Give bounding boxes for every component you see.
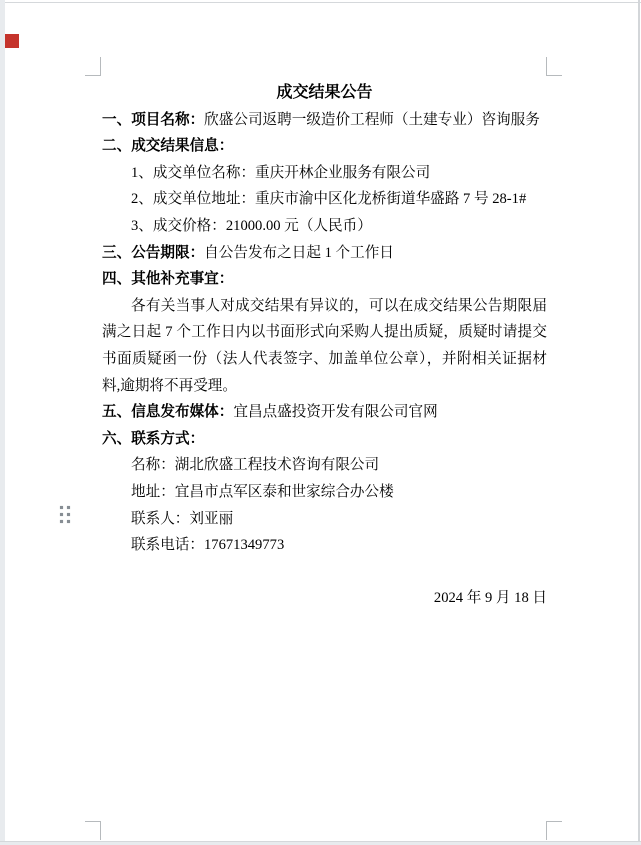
doc-line bbox=[102, 532, 547, 559]
doc-line-label: 六、联系方式： bbox=[102, 430, 205, 447]
doc-line bbox=[102, 506, 547, 533]
doc-lines bbox=[102, 107, 547, 559]
doc-line bbox=[102, 479, 547, 506]
doc-line bbox=[102, 107, 547, 134]
doc-line-label: 二、成交结果信息： bbox=[102, 138, 234, 155]
document-body bbox=[102, 80, 547, 612]
doc-line-text: 自公告发布之日起 1 个工作日 bbox=[204, 244, 394, 261]
doc-line bbox=[102, 452, 547, 479]
doc-line-text: 联系电话：17671349773 bbox=[131, 537, 285, 554]
doc-line-text: 1、成交单位名称：重庆开林企业服务有限公司 bbox=[131, 164, 431, 181]
crop-mark-top-left bbox=[85, 57, 101, 76]
doc-line-text: 名称：湖北欣盛工程技术咨询有限公司 bbox=[131, 457, 380, 474]
page-edge-right bbox=[638, 0, 640, 845]
doc-line-label: 五、信息发布媒体： bbox=[102, 404, 234, 421]
page-edge-bottom bbox=[0, 841, 641, 845]
page-edge-top bbox=[5, 2, 641, 3]
document-title: 成交结果公告 bbox=[276, 84, 373, 101]
doc-line-label: 三、公告期限： bbox=[102, 244, 205, 261]
doc-line-text: 3、成交价格：21000.00 元（人民币） bbox=[131, 217, 372, 234]
doc-line bbox=[102, 240, 547, 267]
crop-mark-top-right bbox=[546, 57, 562, 76]
doc-line bbox=[102, 213, 547, 240]
doc-line-label: 一、项目名称： bbox=[102, 111, 205, 128]
doc-line bbox=[102, 293, 547, 399]
red-square-icon bbox=[5, 34, 19, 48]
doc-line-text: 宜昌点盛投资开发有限公司官网 bbox=[233, 404, 438, 421]
crop-mark-bottom-right bbox=[546, 821, 562, 840]
drag-grip-icon[interactable] bbox=[60, 506, 70, 523]
document-date: 2024 年 9 月 18 日 bbox=[433, 590, 547, 607]
doc-line-text: 2、成交单位地址：重庆市渝中区化龙桥街道华盛路 7 号 28-1# bbox=[131, 191, 527, 208]
doc-line bbox=[102, 426, 547, 453]
doc-line-text: 欣盛公司返聘一级造价工程师（土建专业）咨询服务 bbox=[204, 111, 540, 128]
doc-line bbox=[102, 133, 547, 160]
page-edge-left bbox=[0, 0, 5, 845]
doc-line bbox=[102, 160, 547, 187]
doc-line-text: 各有关当事人对成交结果有异议的，可以在成交结果公告期限届满之日起 7 个工作日内以书面形式向采购人提出质疑，质疑时请提交书面质疑函一份（法人代表签字、加盖单位公章），并附相关证据材料,逾期将不再受理。 bbox=[102, 297, 547, 394]
doc-line bbox=[102, 186, 547, 213]
doc-line-label: 四、其他补充事宜： bbox=[102, 271, 234, 288]
doc-line-text: 地址：宜昌市点军区泰和世家综合办公楼 bbox=[131, 483, 394, 500]
doc-line bbox=[102, 399, 547, 426]
doc-line bbox=[102, 266, 547, 293]
crop-mark-bottom-left bbox=[85, 821, 101, 840]
doc-line-text: 联系人：刘亚丽 bbox=[131, 510, 234, 527]
